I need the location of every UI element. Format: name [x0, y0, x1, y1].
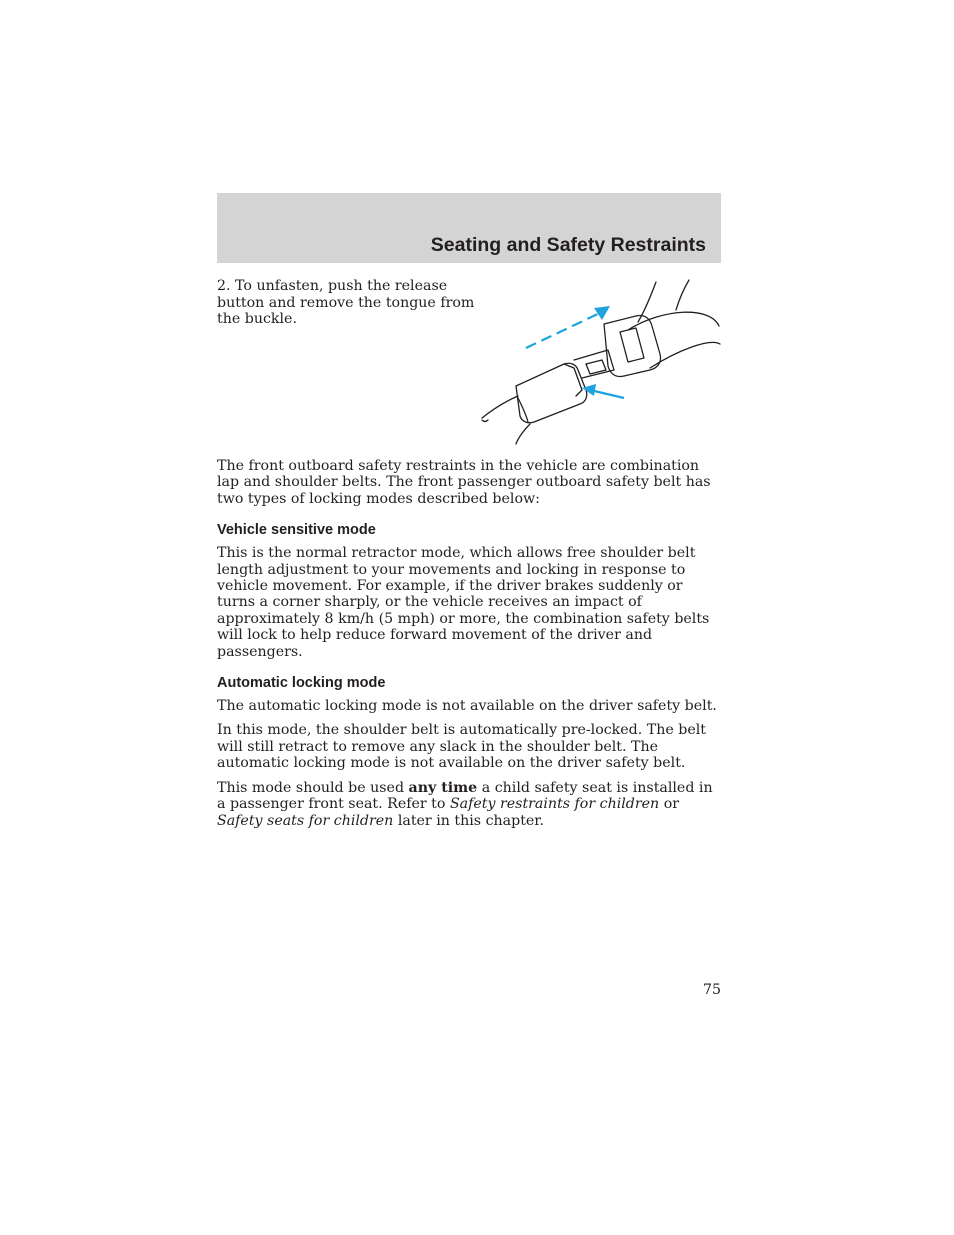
intro-paragraph: The front outboard safety restraints in the vehicle are combination lap and shoulder belts. The front passenger outboard safety belt has two types of locking modes described below:: [217, 458, 711, 507]
automatic-locking-paragraph-2: In this mode, the shoulder belt is automatically pre-locked. The belt will still retract to remove any slack in the shoulder belt. The automatic locking mode is not available on the driver safety belt.: [217, 722, 707, 772]
para3-emphasis: any time: [408, 779, 478, 796]
heading-automatic-locking-mode: Automatic locking mode: [217, 675, 386, 692]
page-number: 75: [702, 982, 721, 998]
page-title: Seating and Safety Restraints: [430, 234, 706, 256]
step-line-3: the buckle.: [217, 311, 297, 327]
buckle-strap-top: [482, 396, 518, 418]
reference-safety-seats-for-children: Safety seats for children: [217, 812, 394, 829]
buckle-release-button: [564, 364, 582, 396]
para3-pre: This mode should be used: [217, 779, 409, 796]
heading-vehicle-sensitive-mode: Vehicle sensitive mode: [217, 522, 376, 539]
para3-post: later in this chapter.: [393, 812, 545, 829]
latch-slot: [620, 328, 644, 362]
step-line-2: button and remove the tongue from: [217, 294, 475, 311]
vehicle-sensitive-paragraph: This is the normal retractor mode, which allows free shoulder belt length adjustment to your movements and locking in response to vehicle movement. For example, if the driver brakes suddenly or turns a corner sharply, or the vehicle receives an impact of approximately 8 km/h (5 mph) or more, the combination safety belts will lock to help reduce forward movement of the driver and passengers.: [217, 545, 710, 660]
step-line-1: 2. To unfasten, push the release: [217, 278, 448, 294]
automatic-locking-paragraph-3: [217, 780, 722, 829]
tongue-hole: [586, 360, 606, 374]
reference-safety-restraints-for-children: Safety restraints for children: [449, 796, 660, 813]
header-band: [217, 193, 721, 263]
pull-direction-arrow-shaft: [526, 312, 602, 348]
para3-mid1: a child safety seat is installed in a passenger front seat. Refer to: [217, 779, 713, 813]
press-button-arrow-shaft: [590, 390, 624, 398]
main-content: [217, 458, 722, 837]
pull-direction-arrowhead: [594, 306, 610, 320]
belt-edge-upper-2: [676, 280, 689, 310]
buckle-strap-bottom: [516, 424, 530, 444]
automatic-locking-paragraph-1: The automatic locking mode is not available on the driver safety belt.: [217, 698, 717, 715]
step-instruction: [217, 278, 477, 328]
para3-mid2: or: [659, 796, 680, 813]
seatbelt-unfasten-illustration: [478, 278, 723, 446]
